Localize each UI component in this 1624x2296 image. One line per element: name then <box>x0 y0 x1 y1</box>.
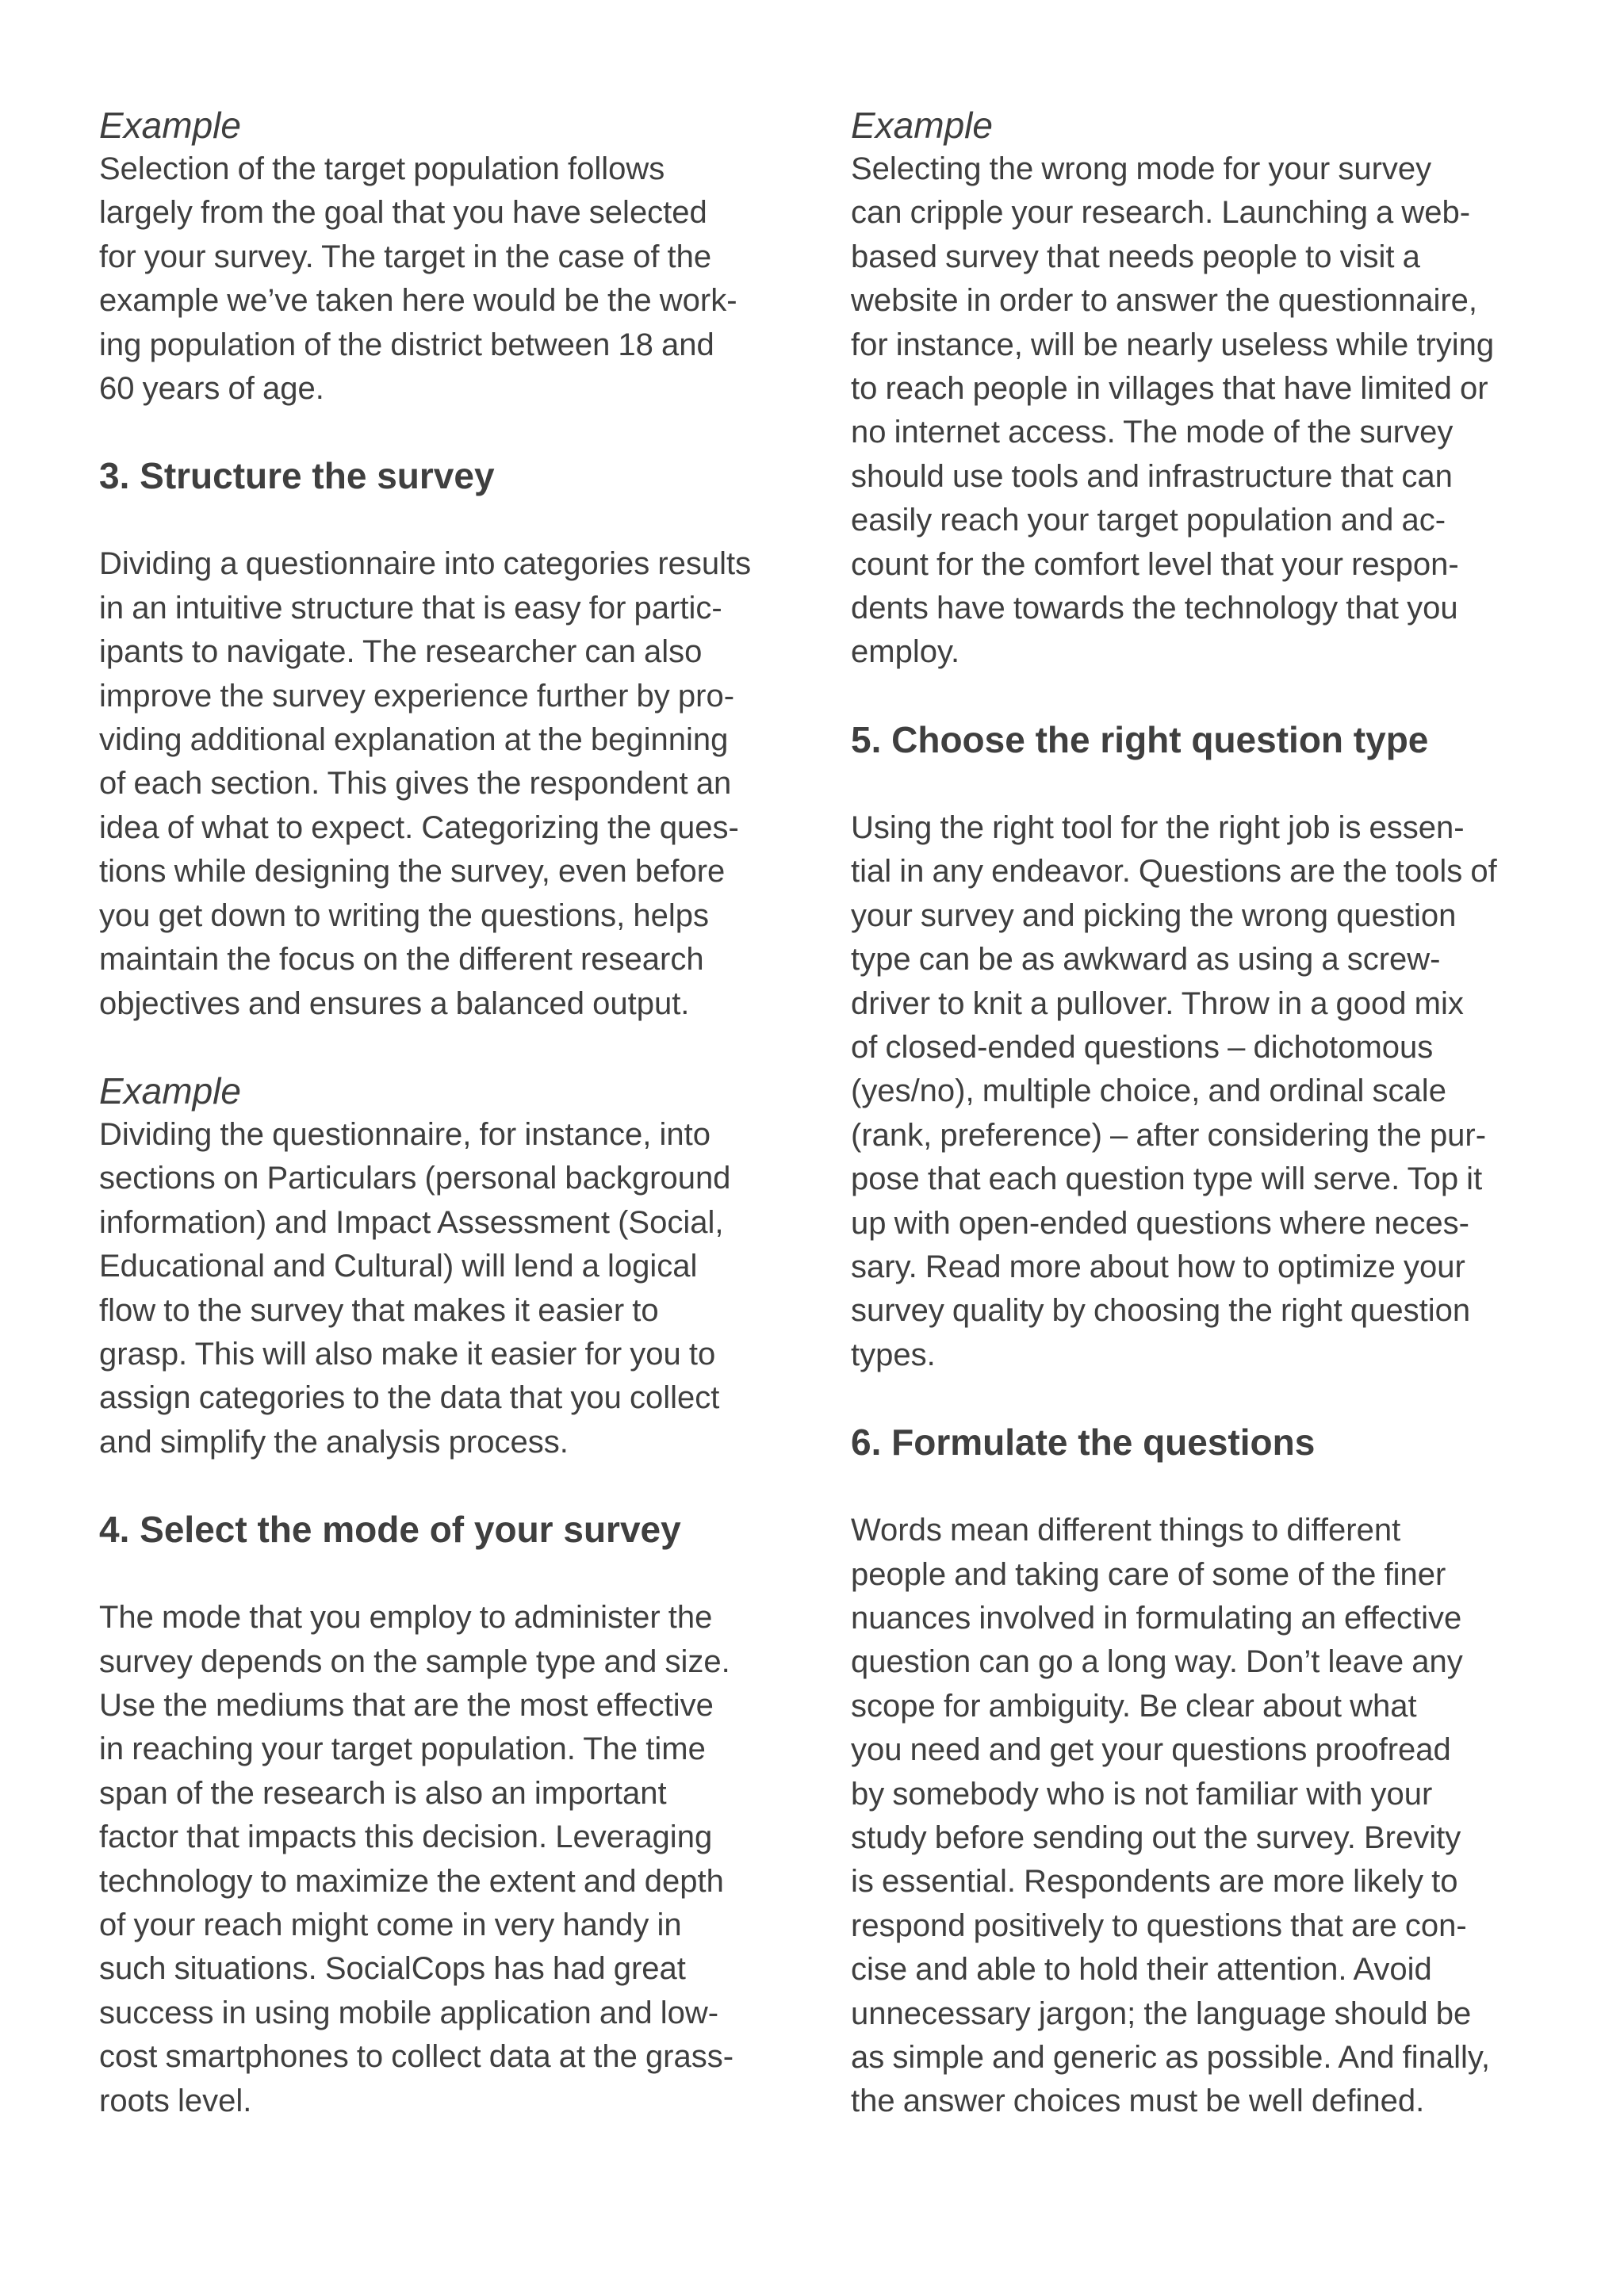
text-line: up with open-ended questions where neces- <box>851 1205 1469 1241</box>
text-line: Using the right tool for the right job is essen- <box>851 809 1465 845</box>
section-paragraph <box>99 1596 793 2123</box>
text-line: of each section. This gives the respondent an <box>99 766 732 802</box>
text-line: objectives and ensures a balanced output. <box>99 985 690 1021</box>
text-line: Educational and Cultural) will lend a logical <box>99 1249 698 1284</box>
section-structure-survey <box>99 453 793 1025</box>
text-line: dents have towards the technology that you <box>851 591 1458 626</box>
text-line: tions while designing the survey, even before <box>99 854 726 890</box>
text-line: tial in any endeavor. Questions are the tools of <box>851 854 1497 890</box>
example-label: Example <box>99 1070 241 1112</box>
text-line: in an intuitive structure that is easy for partic- <box>99 590 722 626</box>
text-line: Dividing the questionnaire, for instance, into <box>99 1116 711 1152</box>
text-line: easily reach your target population and ac- <box>851 503 1446 538</box>
text-line: assign categories to the data that you collect <box>99 1380 720 1416</box>
text-line: respond positively to questions that are con- <box>851 1908 1467 1943</box>
example-block-questionnaire-sections <box>99 1069 793 1464</box>
section-question-type <box>851 718 1541 1377</box>
text-line: by somebody who is not familiar with your <box>851 1776 1433 1812</box>
text-line: (rank, preference) – after considering the pur- <box>851 1117 1487 1153</box>
section-paragraph <box>851 1509 1541 2124</box>
text-line: and simplify the analysis process. <box>99 1424 569 1460</box>
text-line: such situations. SocialCops has had great <box>99 1951 686 1987</box>
section-heading: 6. Formulate the questions <box>851 1422 1316 1464</box>
text-line: of closed-ended questions – dichotomous <box>851 1029 1434 1065</box>
text-line: website in order to answer the questionnaire, <box>851 283 1478 319</box>
text-line: largely from the goal that you have selected <box>99 195 707 231</box>
text-line: cost smartphones to collect data at the grass- <box>99 2039 734 2075</box>
text-line: based survey that needs people to visit a <box>851 239 1420 274</box>
text-line: (yes/no), multiple choice, and ordinal scale <box>851 1073 1446 1109</box>
text-line: grasp. This will also make it easier for you to <box>99 1336 716 1372</box>
text-line: sections on Particulars (personal background <box>99 1161 731 1196</box>
section-paragraph <box>851 806 1541 1377</box>
section-formulate-questions <box>851 1420 1541 2124</box>
text-line: Selection of the target population follows <box>99 151 665 186</box>
text-line: to reach people in villages that have limited or <box>851 371 1488 407</box>
text-line: scope for ambiguity. Be clear about what <box>851 1688 1417 1724</box>
text-line: you get down to writing the questions, helps <box>99 897 710 933</box>
text-line: your survey and picking the wrong question <box>851 897 1457 933</box>
text-line: information) and Impact Assessment (Social, <box>99 1204 724 1240</box>
text-line: no internet access. The mode of the survey <box>851 415 1454 450</box>
text-line: sary. Read more about how to optimize your <box>851 1249 1465 1284</box>
text-line: cise and able to hold their attention. Avoid <box>851 1952 1432 1988</box>
text-line: Use the mediums that are the most effective <box>99 1687 714 1723</box>
text-line: is essential. Respondents are more likely to <box>851 1864 1458 1900</box>
text-line: type can be as awkward as using a screw- <box>851 942 1441 978</box>
text-line: span of the research is also an important <box>99 1775 667 1811</box>
text-line: success in using mobile application and low- <box>99 1995 719 2030</box>
example-block-wrong-mode <box>851 103 1541 675</box>
text-line: can cripple your research. Launching a web- <box>851 195 1471 231</box>
text-line: count for the comfort level that your respon- <box>851 546 1459 582</box>
text-line: the answer choices must be well defined. <box>851 2084 1425 2119</box>
text-line: employ. <box>851 634 960 670</box>
example-label: Example <box>851 105 993 146</box>
text-line: should use tools and infrastructure that can <box>851 458 1453 494</box>
example-label: Example <box>99 105 241 146</box>
text-line: technology to maximize the extent and depth <box>99 1863 724 1899</box>
text-line: improve the survey experience further by pro- <box>99 678 735 714</box>
text-line: Selecting the wrong mode for your survey <box>851 151 1432 186</box>
section-heading: 4. Select the mode of your survey <box>99 1509 681 1551</box>
text-line: question can go a long way. Don’t leave any <box>851 1644 1463 1680</box>
section-heading: 5. Choose the right question type <box>851 718 1429 760</box>
section-heading: 3. Structure the survey <box>99 455 495 497</box>
text-line: study before sending out the survey. Brevity <box>851 1820 1461 1855</box>
text-line: factor that impacts this decision. Leveraging <box>99 1820 713 1855</box>
example-paragraph <box>99 147 793 411</box>
example-paragraph <box>851 147 1541 675</box>
text-line: idea of what to expect. Categorizing the ques- <box>99 809 739 845</box>
text-line: example we’ve taken here would be the work- <box>99 283 737 319</box>
text-line: in reaching your target population. The time <box>99 1732 706 1767</box>
text-line: ipants to navigate. The researcher can also <box>99 634 703 670</box>
text-line: unnecessary jargon; the language should be <box>851 1996 1472 2031</box>
section-paragraph <box>99 542 793 1025</box>
example-block-target-population <box>99 103 793 411</box>
text-line: driver to knit a pullover. Throw in a good mix <box>851 985 1464 1021</box>
text-line: ing population of the district between 18 and <box>99 327 714 362</box>
left-column <box>99 103 793 2123</box>
text-line: as simple and generic as possible. And finally, <box>851 2040 1491 2076</box>
section-select-mode <box>99 1507 793 2123</box>
text-line: maintain the focus on the different research <box>99 942 704 978</box>
text-line: people and taking care of some of the finer <box>851 1556 1446 1592</box>
text-line: for instance, will be nearly useless while trying <box>851 327 1495 362</box>
text-line: pose that each question type will serve. Top it <box>851 1161 1483 1197</box>
text-line: nuances involved in formulating an effective <box>851 1600 1462 1636</box>
text-line: Words mean different things to different <box>851 1513 1401 1548</box>
text-line: you need and get your questions proofread <box>851 1732 1451 1768</box>
text-line: Dividing a questionnaire into categories results <box>99 546 752 582</box>
text-line: survey quality by choosing the right question <box>851 1293 1471 1329</box>
text-line: survey depends on the sample type and size. <box>99 1644 730 1679</box>
example-paragraph <box>99 1113 793 1464</box>
text-line: roots level. <box>99 2083 252 2118</box>
text-line: viding additional explanation at the beginning <box>99 722 729 758</box>
text-line: The mode that you employ to administer the <box>99 1600 713 1636</box>
text-line: of your reach might come in very handy in <box>99 1908 682 1942</box>
text-line: flow to the survey that makes it easier to <box>99 1292 659 1328</box>
right-column <box>851 103 1541 2124</box>
text-line: 60 years of age. <box>99 371 324 407</box>
text-line: types. <box>851 1337 936 1372</box>
text-line: for your survey. The target in the case of the <box>99 239 712 274</box>
